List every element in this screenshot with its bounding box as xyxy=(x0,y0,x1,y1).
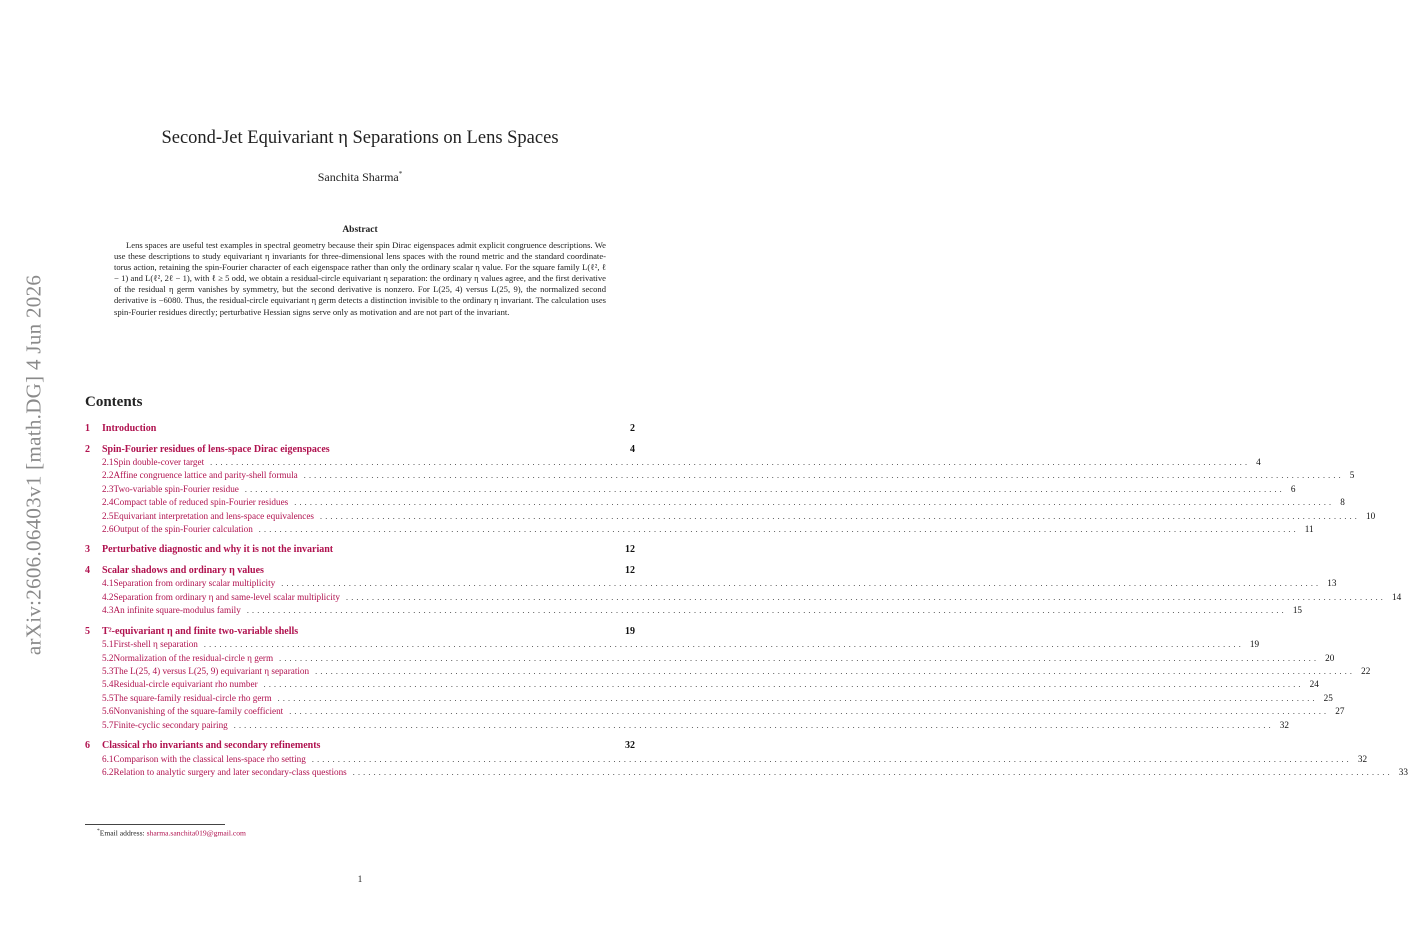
toc-subsection-title[interactable]: Affine congruence lattice and parity-shell formula xyxy=(113,470,298,481)
toc-subsection-title[interactable]: Residual-circle equivariant rho number xyxy=(113,679,258,690)
toc-dot-leader: ........................................................................................................................................................................................................ xyxy=(289,707,1330,717)
toc-section-page: 2 xyxy=(630,423,635,434)
toc-dot-leader: ........................................................................................................................................................................................................ xyxy=(210,458,1251,467)
toc-subsection-page: 24 xyxy=(1309,679,1319,690)
toc-subsection-page: 10 xyxy=(1366,510,1376,521)
contents-heading: Contents xyxy=(85,394,143,410)
footnote-mark: * xyxy=(97,828,100,834)
toc-subsection-entry[interactable] xyxy=(85,692,1333,705)
toc-subsection-title[interactable]: The square-family residual-circle rho germ xyxy=(113,692,272,703)
toc-dot-leader: ........................................................................................................................................................................................................ xyxy=(263,680,1304,690)
toc-section-title[interactable]: Classical rho invariants and secondary refinements xyxy=(102,740,321,751)
toc-subsection-page: 20 xyxy=(1325,652,1335,663)
toc-dot-leader: ........................................................................................................................................................................................................ xyxy=(279,653,1320,663)
toc-section-number: 2 xyxy=(85,443,90,455)
toc-subsection-entry[interactable] xyxy=(85,705,1345,718)
author-name: Sanchita Sharma xyxy=(317,170,399,184)
toc-subsection-page: 14 xyxy=(1392,591,1402,602)
toc-subsection-title[interactable]: First-shell η separation xyxy=(113,639,198,650)
email-link[interactable]: sharma.sanchita019@gmail.com xyxy=(146,828,246,838)
toc-gap xyxy=(85,536,635,543)
toc-subsection-entry[interactable] xyxy=(85,591,1402,604)
toc-subsection-page: 32 xyxy=(1357,753,1368,764)
toc-subsection-number: 4.2 xyxy=(102,591,114,602)
toc-subsection-number: 6.1 xyxy=(102,753,114,764)
toc-section-page: 32 xyxy=(625,740,635,751)
toc-subsection-number: 2.5 xyxy=(102,510,114,521)
toc-section-entry[interactable] xyxy=(85,543,635,557)
toc-section-title[interactable]: Introduction xyxy=(102,423,157,434)
toc-subsection-number: 5.3 xyxy=(102,665,114,676)
toc-gap xyxy=(85,618,635,625)
arxiv-identifier-stamp xyxy=(14,250,54,680)
toc-subsection-entry[interactable] xyxy=(85,469,1355,482)
author-footnote-mark: * xyxy=(398,170,403,178)
toc-subsection-number: 2.3 xyxy=(102,483,114,494)
toc-subsection-page: 6 xyxy=(1290,483,1296,494)
toc-subsection-number: 5.6 xyxy=(102,706,114,717)
toc-subsection-number: 2.4 xyxy=(102,497,114,508)
paper-title: Second-Jet Equivariant η Separations on Lens Spaces xyxy=(161,128,559,148)
toc-subsection-entry[interactable] xyxy=(85,496,1345,509)
toc-dot-leader: ........................................................................................................................................................................................................ xyxy=(294,498,1335,508)
toc-subsection-page: 33 xyxy=(1398,766,1408,777)
toc-subsection-entry[interactable] xyxy=(85,456,1261,469)
toc-subsection-page: 19 xyxy=(1249,639,1260,650)
toc-subsection-entry[interactable] xyxy=(85,483,1296,496)
toc-section-number: 1 xyxy=(85,423,90,434)
toc-subsection-page: 32 xyxy=(1279,719,1289,730)
toc-subsection-entry[interactable] xyxy=(85,577,1337,590)
toc-section-entry[interactable] xyxy=(85,422,635,436)
toc-gap xyxy=(85,732,635,739)
toc-subsection-title[interactable]: Nonvanishing of the square-family coefficient xyxy=(113,706,284,717)
toc-subsection-title[interactable]: Two-variable spin-Fourier residue xyxy=(113,483,239,494)
toc-dot-leader: ........................................................................................................................................................................................................ xyxy=(315,666,1356,676)
abstract-body: Lens spaces are useful test examples in spectral geometry because their spin Dirac eigenspaces admit explicit congruence descriptions. We use these descriptions to study equivariant η invariants for three-dimensional lens spaces with the round metric and the standard coordinate-torus action, retaining the spin-Fourier character of each eigenspace rather than only the ordinary scalar η value. For the square family L(ℓ², ℓ − 1) and L(ℓ², 2ℓ − 1), with ℓ ≥ 5 odd, we obtain a residual-circle equivariant η separation: the ordinary η values agree, and the first derivative of the residual η germ vanishes by symmetry, but the second derivative is nonzero. For L(25, 4) versus L(25, 9), the normalized second derivative is −6080. Thus, the residual-circle equivariant η germ detects a distinction invisible to the ordinary η invariant. The calculation uses spin-Fourier residues directly; perturbative Hessian signs serve only as motivation and are not part of the invariant. xyxy=(114,240,606,317)
toc-section-number: 4 xyxy=(85,564,90,576)
toc-dot-leader: ........................................................................................................................................................................................................ xyxy=(258,525,1299,535)
toc-subsection-title[interactable]: Equivariant interpretation and lens-space equivalences xyxy=(113,510,314,521)
toc-section-page: 12 xyxy=(625,564,635,576)
toc-dot-leader: ........................................................................................................................................................................................................ xyxy=(203,640,1244,650)
toc-section-title[interactable]: T²-equivariant η and finite two-variable shells xyxy=(102,625,299,637)
toc-dot-leader: ........................................................................................................................................................................................................ xyxy=(320,511,1360,521)
toc-subsection-number: 2.6 xyxy=(102,524,114,535)
toc-gap xyxy=(85,436,635,443)
toc-dot-leader: ........................................................................................................................................................................................................ xyxy=(281,579,1322,589)
toc-subsection-number: 5.1 xyxy=(102,639,114,650)
toc-subsection-page: 15 xyxy=(1292,605,1302,616)
toc-subsection-number: 5.7 xyxy=(102,719,114,730)
toc-subsection-title[interactable]: Normalization of the residual-circle η germ xyxy=(113,652,274,663)
abstract-heading: Abstract xyxy=(342,225,378,235)
toc-dot-leader: ........................................................................................................................................................................................................ xyxy=(244,484,1285,494)
toc-subsection-title[interactable]: Separation from ordinary η and same-level scalar multiplicity xyxy=(113,591,340,602)
toc-gap xyxy=(85,557,635,564)
footnote xyxy=(97,828,246,838)
arxiv-identifier-text: arXiv:2606.06403v1 [math.DG] 4 Jun 2026 xyxy=(21,274,46,656)
toc-subsection-entry[interactable] xyxy=(85,638,1260,651)
toc-subsection-entry[interactable] xyxy=(85,523,1314,536)
toc-section-entry[interactable] xyxy=(85,564,635,578)
toc-subsection-title[interactable]: Comparison with the classical lens-space rho setting xyxy=(113,753,306,764)
toc-section-page: 19 xyxy=(625,625,635,637)
toc-subsection-title[interactable]: An infinite square-modulus family xyxy=(113,605,241,616)
toc-subsection-entry[interactable] xyxy=(85,766,1408,779)
toc-subsection-title[interactable]: Spin double-cover target xyxy=(113,457,205,467)
toc-subsection-title[interactable]: Separation from ordinary scalar multiplicity xyxy=(113,578,276,589)
toc-dot-leader: ........................................................................................................................................................................................................ xyxy=(346,592,1386,602)
toc-subsection-title[interactable]: The L(25, 4) versus L(25, 9) equivariant η separation xyxy=(113,665,310,676)
toc-subsection-page: 22 xyxy=(1361,665,1371,676)
toc-subsection-entry[interactable] xyxy=(85,678,1319,691)
toc-dot-leader: ........................................................................................................................................................................................................ xyxy=(277,693,1318,703)
toc-section-entry[interactable] xyxy=(85,625,635,639)
table-of-contents xyxy=(85,422,1408,779)
toc-subsection-page: 25 xyxy=(1323,692,1333,703)
toc-subsection-entry[interactable] xyxy=(85,652,1335,665)
toc-section-number: 3 xyxy=(85,544,90,556)
toc-section-entry[interactable] xyxy=(85,739,635,753)
toc-section-number: 6 xyxy=(85,740,90,751)
toc-dot-leader: ........................................................................................................................................................................................................ xyxy=(233,720,1274,730)
toc-subsection-entry[interactable] xyxy=(85,719,1289,732)
toc-section-page: 12 xyxy=(625,544,635,556)
toc-subsection-entry[interactable] xyxy=(85,510,1376,523)
toc-section-title[interactable]: Scalar shadows and ordinary η values xyxy=(102,564,264,576)
toc-subsection-number: 4.1 xyxy=(102,578,114,589)
toc-subsection-page: 8 xyxy=(1340,497,1345,508)
toc-subsection-page: 5 xyxy=(1349,470,1355,481)
toc-dot-leader: ........................................................................................................................................................................................................ xyxy=(352,767,1393,777)
toc-subsection-title[interactable]: Finite-cyclic secondary pairing xyxy=(113,719,228,730)
footnote-label: Email address: xyxy=(99,828,147,838)
author-line xyxy=(85,170,635,185)
toc-subsection-number: 4.3 xyxy=(102,605,114,616)
toc-subsection-page: 4 xyxy=(1256,457,1261,467)
toc-section-title[interactable]: Perturbative diagnostic and why it is not the invariant xyxy=(102,544,334,556)
toc-section-title[interactable]: Spin-Fourier residues of lens-space Dirac eigenspaces xyxy=(102,443,330,455)
toc-section-entry[interactable] xyxy=(85,443,635,457)
toc-subsection-number: 5.2 xyxy=(102,652,114,663)
page-number: 1 xyxy=(357,875,363,885)
toc-subsection-number: 5.5 xyxy=(102,692,114,703)
toc-subsection-title[interactable]: Relation to analytic surgery and later secondary-class questions xyxy=(113,766,347,777)
toc-subsection-title[interactable]: Compact table of reduced spin-Fourier residues xyxy=(113,497,289,508)
toc-subsection-page: 27 xyxy=(1335,706,1345,717)
toc-subsection-number: 2.1 xyxy=(102,457,114,467)
toc-subsection-number: 6.2 xyxy=(102,766,114,777)
toc-subsection-page: 11 xyxy=(1304,524,1314,535)
toc-subsection-entry[interactable] xyxy=(85,604,1302,617)
footnote-rule xyxy=(85,824,225,825)
toc-section-number: 5 xyxy=(85,625,90,637)
toc-dot-leader: ........................................................................................................................................................................................................ xyxy=(303,471,1344,481)
toc-dot-leader: ........................................................................................................................................................................................................ xyxy=(246,606,1287,616)
toc-subsection-page: 13 xyxy=(1327,578,1337,589)
toc-subsection-entry[interactable] xyxy=(85,753,1368,766)
toc-section-page: 4 xyxy=(630,443,635,455)
toc-subsection-number: 5.4 xyxy=(102,679,114,690)
toc-subsection-title[interactable]: Output of the spin-Fourier calculation xyxy=(113,524,253,535)
toc-subsection-entry[interactable] xyxy=(85,665,1371,678)
toc-subsection-number: 2.2 xyxy=(102,470,114,481)
toc-dot-leader: ........................................................................................................................................................................................................ xyxy=(311,754,1352,764)
